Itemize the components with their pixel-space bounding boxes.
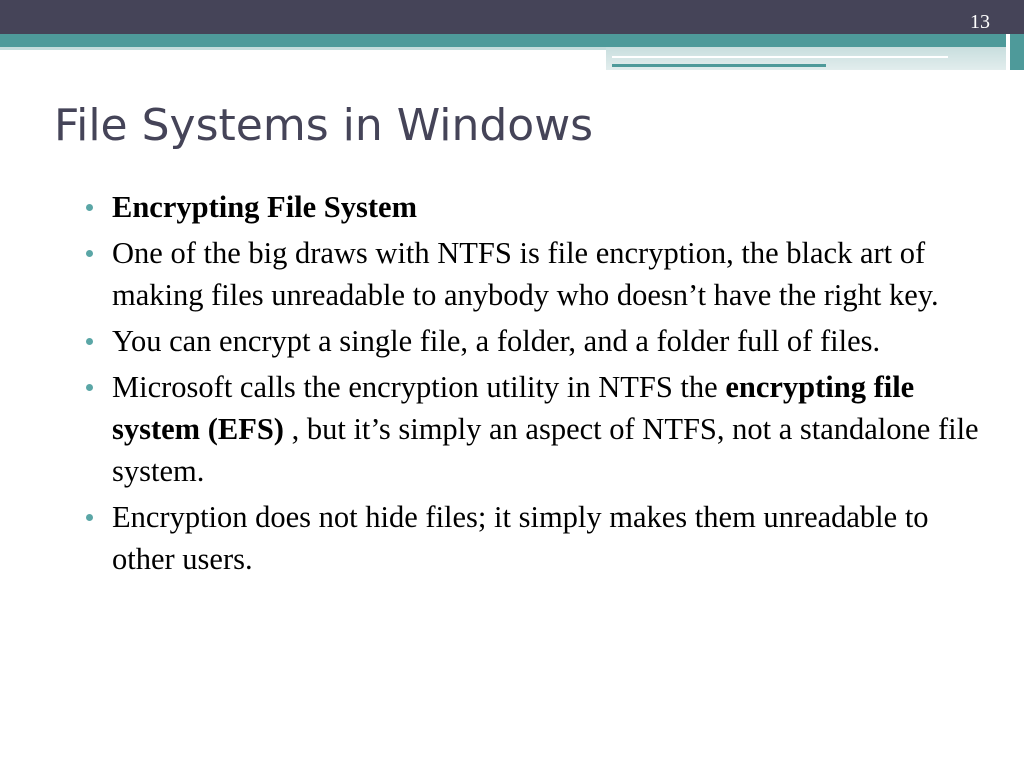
bullet-text: Microsoft calls the encryption utility in NTFS the <box>112 370 726 404</box>
bullet-list <box>84 186 984 584</box>
header-vertical-tab <box>1010 34 1024 70</box>
header-dark-band <box>0 0 1024 34</box>
slide-number: 13 <box>970 11 990 33</box>
bullet-item <box>84 232 984 316</box>
bullet-text: One of the big draws with NTFS is file encryption, the black art of making files unreadable to anybody who doesn’t have the right key. <box>112 236 939 312</box>
bullet-text: You can encrypt a single file, a folder, and a folder full of files. <box>112 324 881 358</box>
header-right-accent <box>612 64 826 67</box>
header-accent-line <box>0 47 606 50</box>
header-teal-band <box>0 34 1024 47</box>
bullet-text: Encryption does not hide files; it simply makes them unreadable to other users. <box>112 500 929 576</box>
bullet-item <box>84 320 984 362</box>
bullet-item <box>84 186 984 228</box>
bullet-heading: Encrypting File System <box>112 190 417 224</box>
bullet-text: , but it’s simply an aspect of NTFS, not a standalone file system. <box>112 412 979 488</box>
header-right-line <box>612 56 948 58</box>
bullet-emphasis: encrypting file system (EFS) <box>112 370 915 446</box>
slide-title: File Systems in Windows <box>54 100 594 151</box>
bullet-item <box>84 496 984 580</box>
bullet-item <box>84 366 984 492</box>
